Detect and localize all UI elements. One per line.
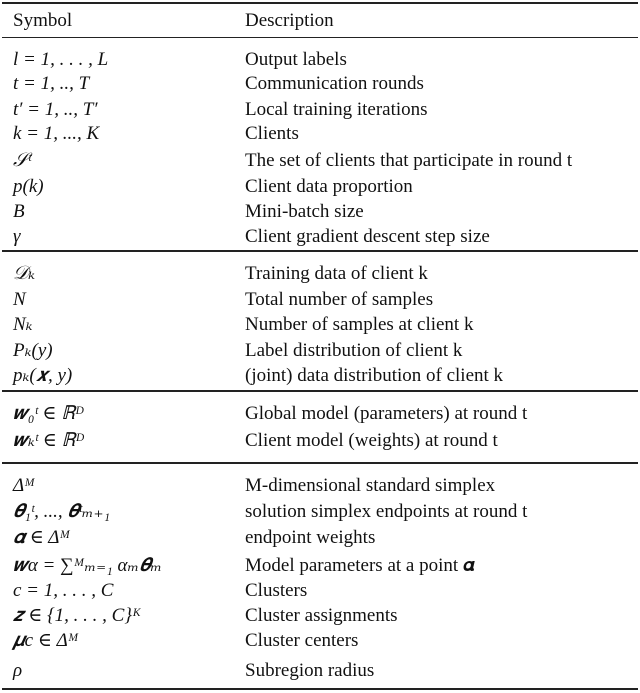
description-cell: Total number of samples (245, 289, 434, 310)
description-cell: Client gradient descent step size (245, 226, 490, 247)
symbol-cell: l = 1, . . . , L (13, 49, 109, 70)
table-row (0, 499, 640, 524)
description-cell: Output labels (245, 49, 347, 70)
table-row (0, 287, 640, 312)
description-cell: Cluster assignments (245, 605, 398, 626)
table-row (0, 97, 640, 122)
description-cell: Global model (parameters) at round t (245, 403, 528, 424)
table-row (0, 525, 640, 550)
description-cell: solution simplex endpoints at round t (245, 501, 528, 522)
symbol-cell: 𝒘ₖᵗ ∈ ℝᴰ (13, 430, 85, 451)
table-row (0, 261, 640, 286)
symbol-cell: 𝒘₀ᵗ ∈ ℝᴰ (13, 403, 85, 424)
symbol-cell: Δᴹ (13, 475, 35, 496)
table-row (0, 312, 640, 337)
description-cell: Cluster centers (245, 630, 359, 651)
table-row (0, 553, 640, 578)
table-row (0, 658, 640, 683)
symbol-cell: N (13, 289, 26, 310)
header-row (0, 8, 640, 33)
table-row (0, 121, 640, 146)
table-row (0, 473, 640, 498)
description-cell: Subregion radius (245, 660, 375, 681)
bottom-rule (2, 688, 638, 690)
top-rule (2, 2, 638, 4)
symbol-cell: pₖ(𝒙, y) (13, 365, 73, 386)
description-cell: Training data of client k (245, 263, 428, 284)
symbol-cell: t = 1, .., T (13, 73, 90, 94)
section-rule (2, 250, 638, 252)
header-description: Description (245, 10, 334, 31)
description-cell: Local training iterations (245, 99, 428, 120)
symbol-cell: p(k) (13, 176, 44, 197)
description-cell: Label distribution of client k (245, 340, 463, 361)
symbol-cell: γ (13, 226, 21, 247)
table-row (0, 338, 640, 363)
header-symbol: Symbol (13, 10, 73, 31)
table-row (0, 148, 640, 173)
table-row (0, 401, 640, 426)
description-cell: The set of clients that participate in round t (245, 150, 573, 171)
symbol-cell: k = 1, ..., K (13, 123, 100, 144)
header-rule (2, 37, 638, 38)
description-cell: Clusters (245, 580, 308, 601)
description-cell: (joint) data distribution of client k (245, 365, 504, 386)
table-row (0, 47, 640, 72)
symbol-cell: 𝒛 ∈ {1, . . . , C}ᴷ (13, 605, 142, 626)
symbol-cell: 𝝁c ∈ Δᴹ (13, 630, 79, 651)
description-cell: Client data proportion (245, 176, 413, 197)
table-row (0, 603, 640, 628)
symbol-cell: 𝜶 ∈ Δᴹ (13, 527, 71, 548)
table-row (0, 578, 640, 603)
symbol-cell: 𝜽₁ᵗ, ..., 𝜽ᵗₘ₊₁ (13, 501, 111, 522)
symbol-cell: B (13, 201, 25, 222)
table-row (0, 174, 640, 199)
symbol-cell: Pₖ(y) (13, 340, 53, 361)
table-row (0, 428, 640, 453)
table-row (0, 224, 640, 249)
description-cell: Number of samples at client k (245, 314, 474, 335)
symbol-cell: 𝒮ᵗ (13, 150, 31, 171)
table-row (0, 199, 640, 224)
description-cell: Model parameters at a point 𝜶 (245, 555, 475, 576)
symbol-cell: 𝒘α = ∑ᴹₘ₌₁ αₘ𝜽ₘ (13, 555, 163, 576)
table-row (0, 363, 640, 388)
table-row (0, 71, 640, 96)
symbol-cell: 𝒟ₖ (13, 263, 36, 284)
description-cell: M-dimensional standard simplex (245, 475, 496, 496)
symbol-cell: c = 1, . . . , C (13, 580, 114, 601)
description-cell: Mini-batch size (245, 201, 364, 222)
description-cell: Client model (weights) at round t (245, 430, 498, 451)
symbol-cell: t′ = 1, .., T′ (13, 99, 98, 120)
section-rule (2, 390, 638, 392)
description-cell: Communication rounds (245, 73, 424, 94)
symbol-cell: Nₖ (13, 314, 33, 335)
description-cell: Clients (245, 123, 299, 144)
description-cell: endpoint weights (245, 527, 376, 548)
symbol-cell: ρ (13, 660, 23, 681)
table-row (0, 628, 640, 653)
section-rule (2, 462, 638, 464)
